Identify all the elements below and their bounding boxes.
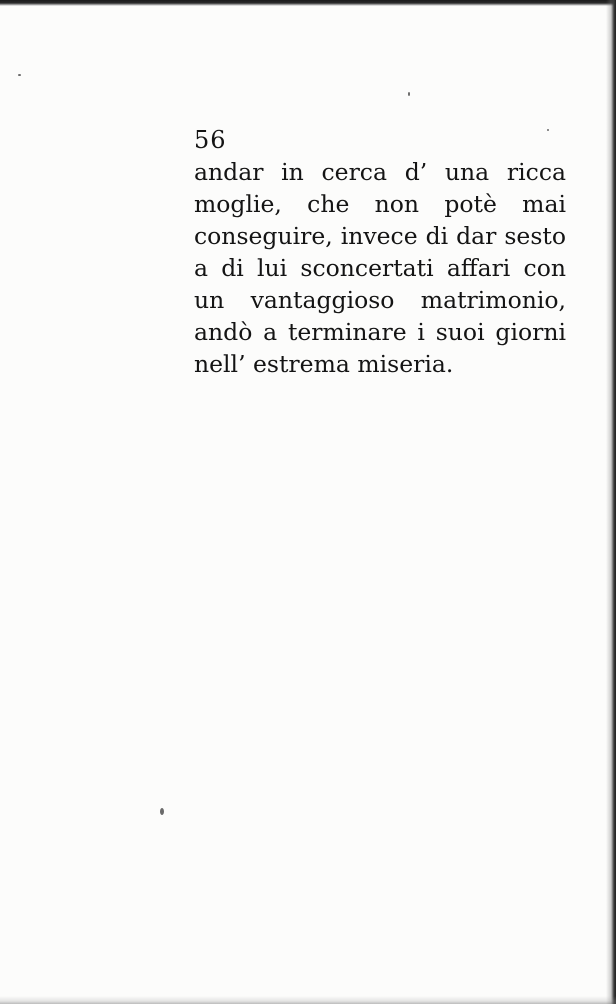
text-line-last: nell’ estrema miseria. (194, 350, 454, 378)
text-line: andar in cerca d’ una ricca (194, 158, 566, 186)
paper-speck (18, 74, 21, 76)
page-number: 56 (194, 126, 227, 154)
paper-speck (408, 92, 410, 96)
text-line: un vantaggioso matrimonio, (194, 286, 566, 314)
text-line: andò a terminare i suoi giorni (194, 318, 566, 346)
scan-edge-top (0, 0, 616, 6)
text-line: conseguire, invece di dar sesto (194, 222, 566, 250)
text-line: moglie, che non potè mai (194, 190, 566, 218)
paper-speck (160, 808, 164, 815)
text-line: a di lui sconcertati affari con (194, 254, 566, 282)
page-text (194, 124, 574, 380)
scan-edge-bottom (0, 996, 616, 1004)
scan-edge-right (606, 0, 616, 1004)
